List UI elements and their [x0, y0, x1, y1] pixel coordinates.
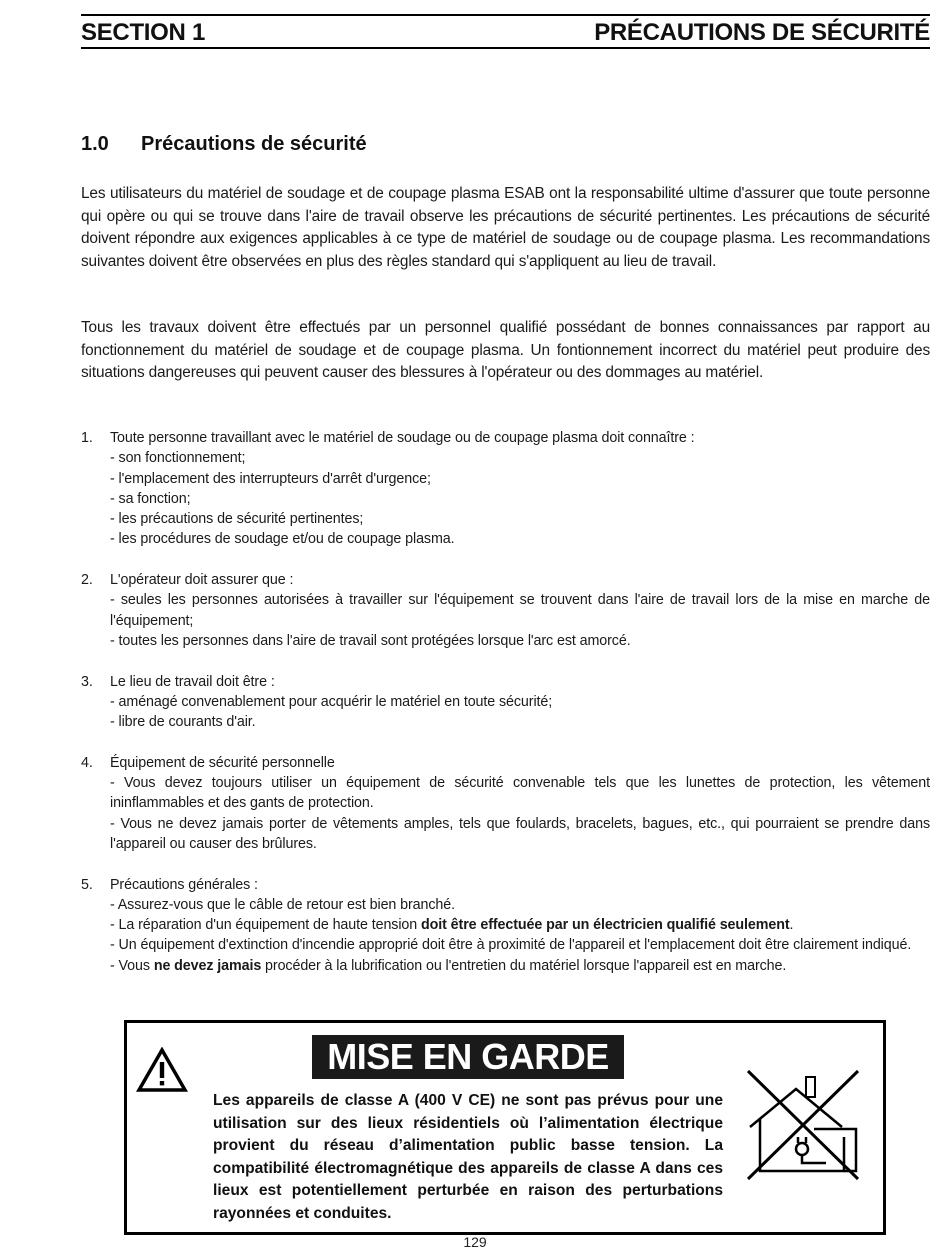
sub-text: . — [789, 917, 794, 934]
section-label: SECTION 1 — [81, 19, 205, 46]
section-title: PRÉCAUTIONS DE SÉCURITÉ — [594, 19, 930, 46]
list-sub: - toutes les personnes dans l'aire de travail sont protégées lorsque l'arc est amorcé. — [110, 632, 631, 649]
list-sub: - les précautions de sécurité pertinentes; — [110, 511, 364, 528]
list-sub: - sa fonction; — [110, 490, 191, 507]
list-sub: - l'emplacement des interrupteurs d'arrêt d'urgence; — [110, 470, 431, 487]
qualification-paragraph: Tous les travaux doivent être effectués par un personnel qualifié possédant de bonnes connaissances par rapport au fonctionnement du matériel de soudage et de coupage plasma. Un fontionnement incorrect du matériel peut produire des situations dangereuses qui peuvent causer des blessures à l'opérateur ou des dommages au matériel. — [81, 319, 930, 381]
heading-text: Précautions de sécurité — [141, 133, 367, 155]
safety-list — [81, 428, 930, 996]
list-lead: Équipement de sécurité personnelle — [110, 754, 335, 771]
intro-paragraph: Les utilisateurs du matériel de soudage et de coupage plasma ESAB ont la responsabilité ultime d'assurer que toute personne qui opère ou qui se trouve dans l'aire de travail observe les précautions de sécurité pertinentes. Les précautions de sécurité doivent répondre aux exigences applicables à ce type de matériel de soudage ou de coupage plasma. Les recommandations suivantes doivent être observées en plus des règles standard qui s'appliquent au lieu de travail. — [81, 185, 930, 270]
list-sub: - Vous ne devez jamais porter de vêtements amples, tels que foulards, bracelets, bagues, etc., qui pourraient se prendre dans l'appareil ou causer des brûlures. — [110, 815, 930, 852]
page-header — [81, 14, 930, 49]
list-item — [81, 753, 930, 854]
page-number: 129 — [463, 1234, 487, 1250]
sub-text: - Vous — [110, 957, 154, 974]
warning-title: MISE EN GARDE — [312, 1035, 624, 1079]
list-sub: - Un équipement d'extinction d'incendie approprié doit être à proximité de l'appareil et l'emplacement doit être clairement indiqué. — [110, 937, 912, 954]
no-residential-house-icon — [744, 1067, 862, 1183]
list-lead: L'opérateur doit assurer que : — [110, 572, 294, 589]
section-heading — [81, 133, 367, 156]
list-lead: Le lieu de travail doit être : — [110, 673, 275, 690]
list-number: 3. — [81, 673, 93, 690]
list-sub — [110, 956, 930, 976]
list-item — [81, 875, 930, 976]
list-lead: Toute personne travaillant avec le matériel de soudage ou de coupage plasma doit connaître : — [110, 430, 695, 446]
list-item — [81, 570, 930, 651]
list-sub: - les procédures de soudage et/ou de coupage plasma. — [110, 531, 455, 548]
list-sub: - aménagé convenablement pour acquérir le matériel en toute sécurité; — [110, 693, 553, 710]
sub-text: - La réparation d'un équipement de haute tension — [110, 917, 422, 934]
list-sub: - Assurez-vous que le câble de retour est bien branché. — [110, 896, 455, 913]
list-number: 2. — [81, 572, 93, 589]
list-number: 5. — [81, 876, 93, 893]
list-sub: - seules les personnes autorisées à travailler sur l'équipement se trouvent dans l'aire de travail lors de la mise en marche de l'équipement; — [110, 592, 930, 629]
list-sub: - libre de courants d'air. — [110, 714, 256, 731]
list-number: 4. — [81, 754, 93, 771]
sub-bold-text: doit être effectuée par un électricien qualifié seulement — [421, 917, 790, 934]
sub-bold-text: ne devez jamais — [153, 957, 262, 974]
list-item — [81, 428, 930, 550]
list-sub: - Vous devez toujours utiliser un équipement de sécurité convenable tels que les lunettes de protection, les vêtement ininflammables et des gants de protection. — [110, 775, 930, 812]
warning-triangle-icon — [136, 1047, 188, 1093]
heading-number: 1.0 — [81, 133, 109, 155]
sub-text: procéder à la lubrification ou l'entretien du matériel lorsque l'appareil est en marche. — [261, 957, 787, 974]
list-item — [81, 672, 930, 733]
list-sub: - son fonctionnement; — [110, 450, 246, 467]
list-sub — [110, 915, 930, 935]
warning-text: Les appareils de classe A (400 V CE) ne sont pas prévus pour une utilisation sur des lieux résidentiels où l’alimentation électrique provient du réseau d’alimentation public basse tension. La compatibilité électromagnétique des appareils de classe A dans ces lieux est potentiellement perturbée en raison des perturbations rayonnées et conduites. — [213, 1092, 723, 1222]
list-number: 1. — [81, 430, 93, 446]
warning-box — [124, 1020, 886, 1235]
list-lead: Précautions générales : — [110, 876, 258, 893]
